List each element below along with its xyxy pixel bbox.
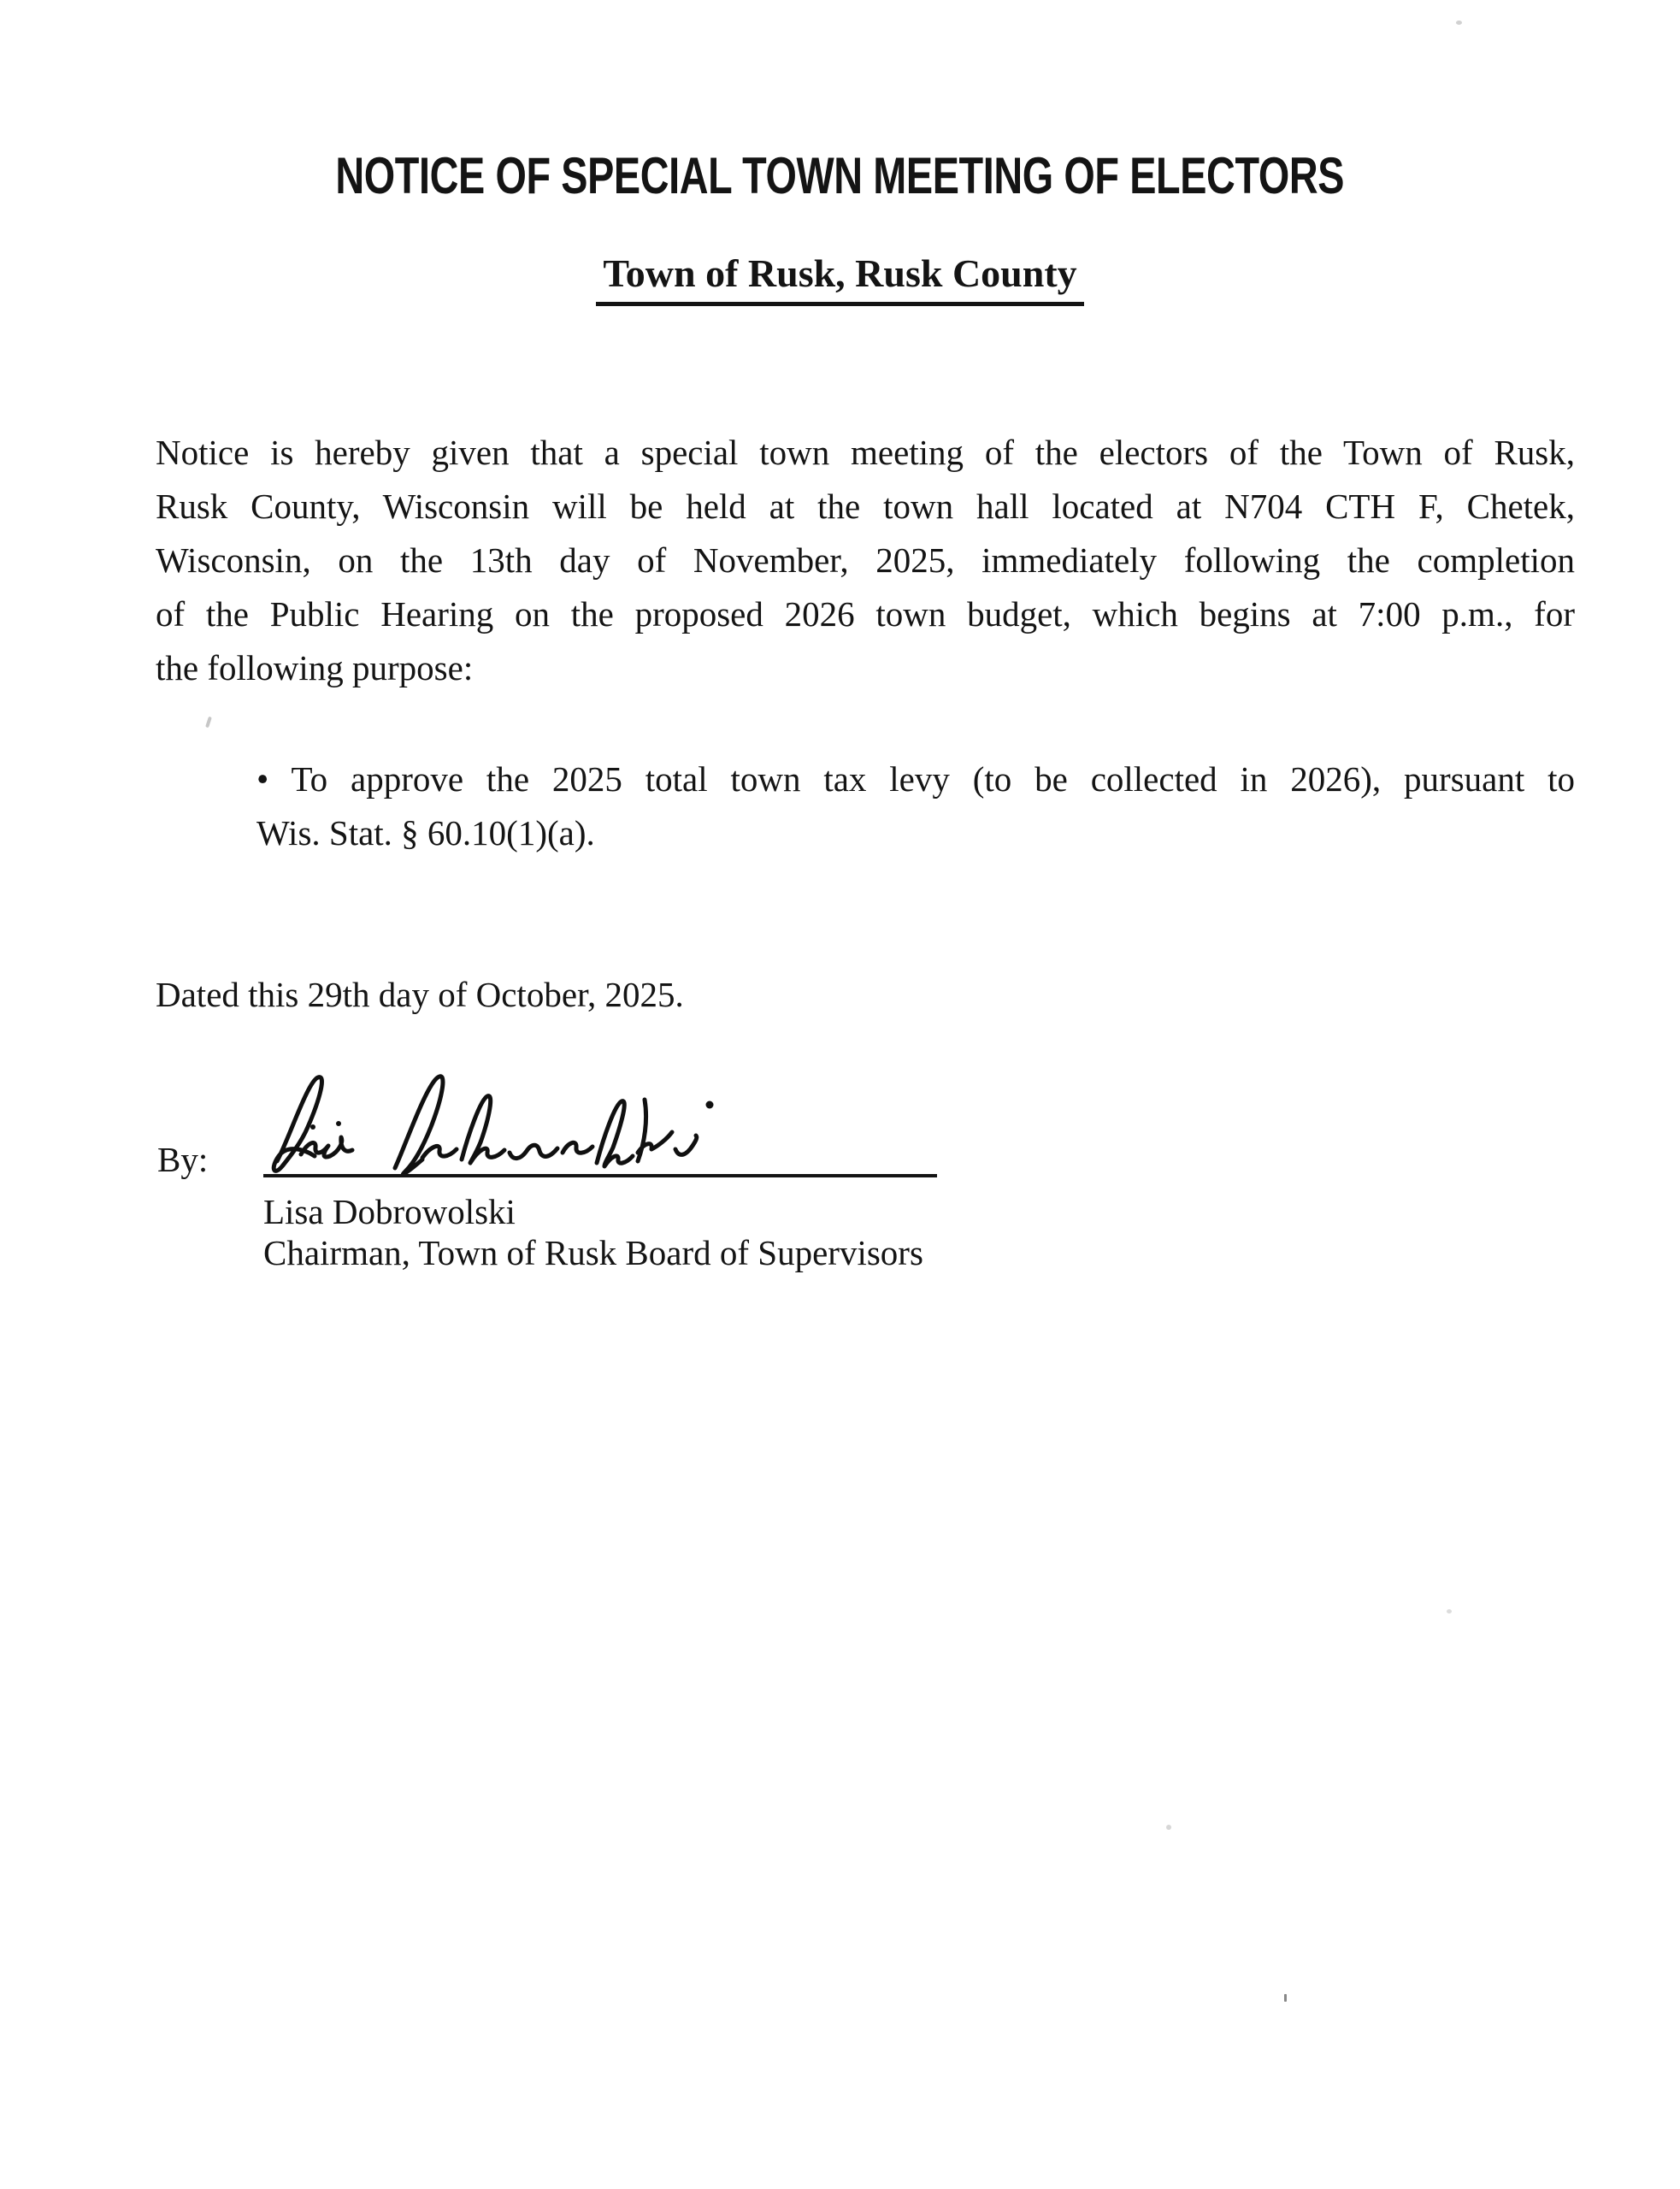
by-label: By:: [157, 1140, 209, 1179]
signer-title: Chairman, Town of Rusk Board of Supervisors: [263, 1233, 923, 1272]
document-title: NOTICE OF SPECIAL TOWN MEETING OF ELECTORS: [335, 147, 1345, 204]
bullet-marker: •: [256, 759, 269, 799]
signature-handwriting: [267, 1067, 737, 1187]
notice-line: Notice is hereby given that a special town meeting of the electors of the Town of Rusk,: [156, 433, 1575, 472]
scan-speck: [1456, 21, 1462, 25]
notice-line: of the Public Hearing on the proposed 2026 town budget, which begins at 7:00 p.m., for: [156, 594, 1575, 634]
notice-line: Wisconsin, on the 13th day of November, 2025, immediately following the completion: [156, 540, 1575, 580]
bullet-item: [256, 752, 1575, 860]
notice-line: Rusk County, Wisconsin will be held at the town hall located at N704 CTH F, Chetek,: [156, 487, 1575, 526]
signer-name: Lisa Dobrowolski: [263, 1192, 516, 1231]
scan-speck: [1166, 1825, 1171, 1830]
signature-line: [263, 1174, 937, 1177]
bullet-line: Wis. Stat. § 60.10(1)(a).: [256, 813, 595, 853]
bullet-line: [256, 752, 1575, 806]
dated-line: Dated this 29th day of October, 2025.: [156, 975, 684, 1014]
scan-speck: [1447, 1609, 1452, 1614]
notice-paragraph: [156, 426, 1575, 695]
document-subtitle: Town of Rusk, Rusk County: [596, 250, 1083, 306]
bullet-text: To approve the 2025 total town tax levy (to be collected in 2026), pursuant to: [291, 759, 1575, 799]
notice-line: the following purpose:: [156, 648, 474, 687]
subtitle-row: [0, 250, 1680, 306]
scan-speck: [205, 717, 212, 729]
scan-speck: [1284, 1994, 1287, 2002]
title-row: [0, 147, 1680, 204]
